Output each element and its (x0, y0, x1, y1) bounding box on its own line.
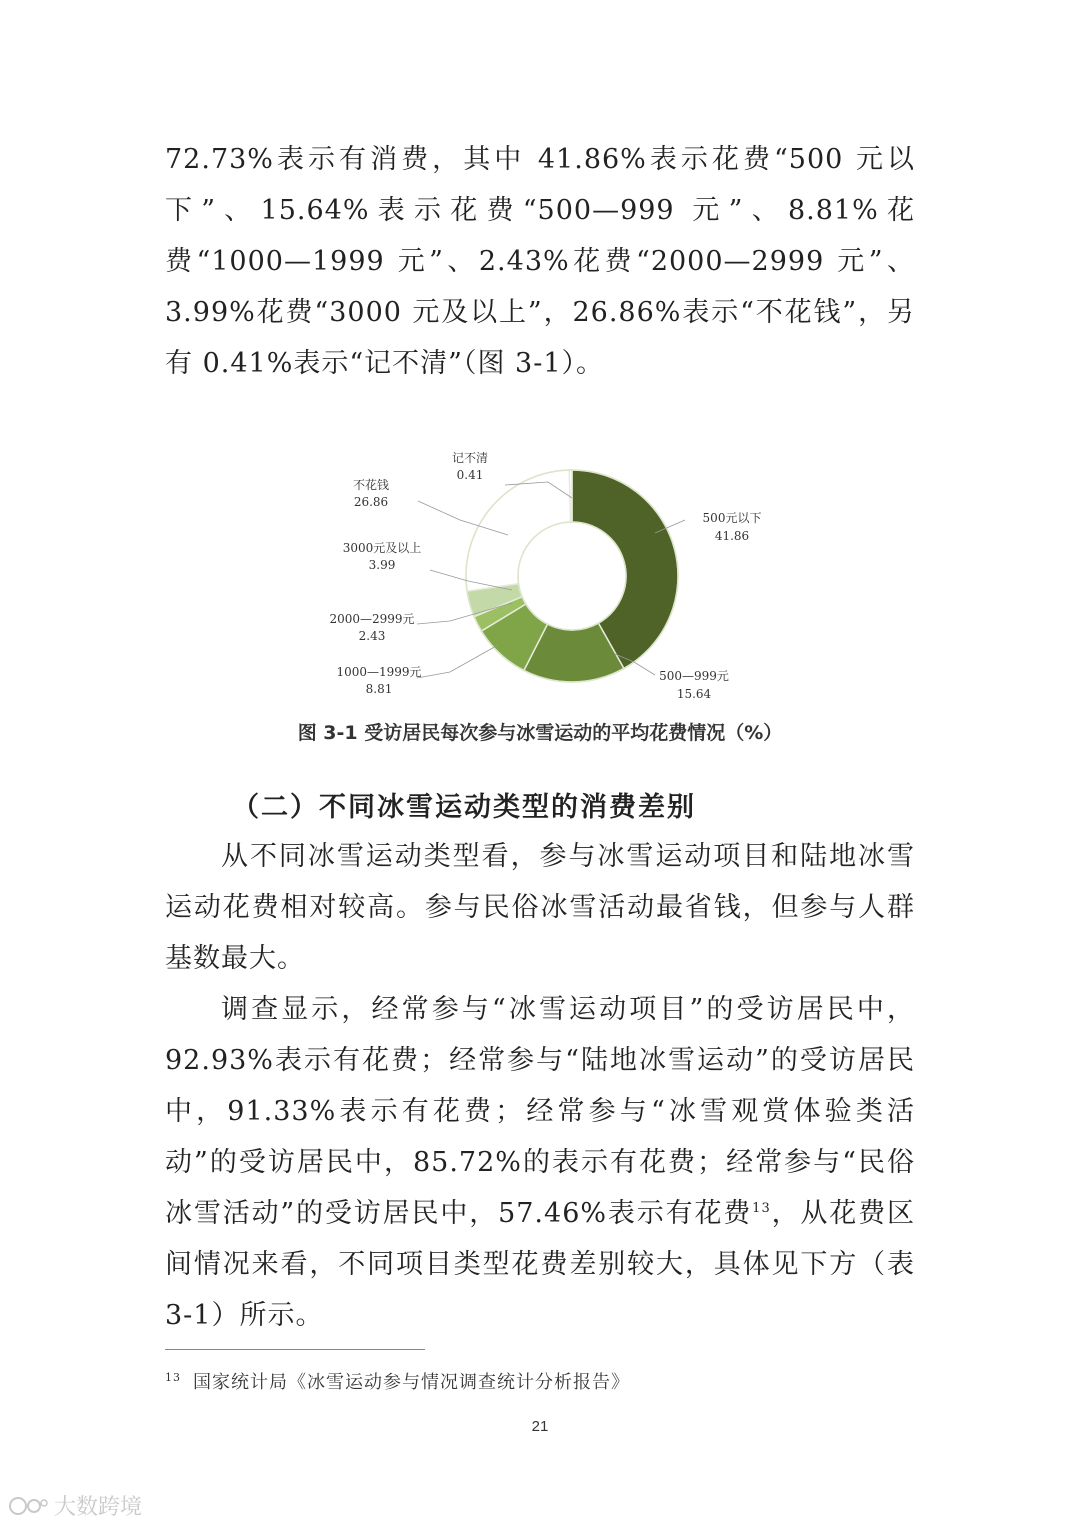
footnote-text: 国家统计局《冰雪运动参与情况调查统计分析报告》 (193, 1372, 630, 1393)
label-500-999-name: 500—999元 (659, 669, 729, 683)
donut-inner-hole (518, 522, 626, 630)
label-under500-name: 500元以下 (702, 511, 762, 525)
watermark (8, 1490, 142, 1521)
paragraph-sport-type-overview: 从不同冰雪运动类型看，参与冰雪运动项目和陆地冰雪运动花费相对较高。参与民俗冰雪活动最省钱，但参与人群基数最大。 (165, 841, 915, 974)
label-no-spend-name: 不花钱 (352, 478, 390, 492)
page-number: 21 (531, 1418, 549, 1435)
watermark-text: 大数跨境 (54, 1495, 143, 1520)
label-3000-plus-value: 3.99 (368, 558, 396, 572)
footnote-divider (165, 1349, 425, 1350)
label-no-spend-value: 26.86 (353, 495, 389, 509)
spending-donut-chart (300, 440, 780, 710)
footnote-number: 13 (165, 1371, 181, 1384)
figure-caption: 图 3-1 受访居民每次参与冰雪运动的平均花费情况（%） (297, 722, 783, 744)
leader-line-1000-1999 (417, 645, 498, 678)
label-1000-1999-value: 8.81 (365, 682, 393, 696)
paragraph-survey-results: 调查显示，经常参与“冰雪运动项目”的受访居民中，92.93%表示有花费；经常参与“陆地冰雪运动”的受访居民中，91.33%表示有花费；经常参与“冰雪观赏体验类活动”的受访居民中，85.72%的表示有花费；经常参与“民俗冰雪活动”的受访居民中，57.46%表示有花费$^{13}$，从花费区间情况来看，不同项目类型花费差别较大，具体见下方（表 3-1）所示。 (165, 994, 915, 1331)
label-unclear-name: 记不清 (451, 451, 489, 465)
footnote (165, 1368, 630, 1394)
watermark-logo-icon (8, 1494, 48, 1518)
label-unclear-value: 0.41 (456, 468, 484, 482)
label-1000-1999-name: 1000—1999元 (336, 665, 422, 679)
label-500-999-value: 15.64 (676, 687, 712, 701)
section-heading: （二）不同冰雪运动类型的消费差别 (232, 792, 696, 823)
label-2000-2999-name: 2000—2999元 (329, 612, 415, 626)
label-3000-plus-name: 3000元及以上 (342, 541, 422, 555)
footnote-reference: 13 (752, 1201, 771, 1216)
label-2000-2999-value: 2.43 (358, 629, 386, 643)
label-under500-value: 41.86 (714, 529, 750, 543)
paragraph-spending-summary: 72.73%表示有消费，其中 41.86%表示花费“500 元以下”、15.64%表示花费“500—999 元”、8.81%花费“1000—1999 元”、2.43%花费“2000—2999 元”、3.99%花费“3000 元及以上”，26.86%表示“不花钱”，另有 0.41%表示“记不清”（图 3-1）。 (165, 144, 915, 379)
